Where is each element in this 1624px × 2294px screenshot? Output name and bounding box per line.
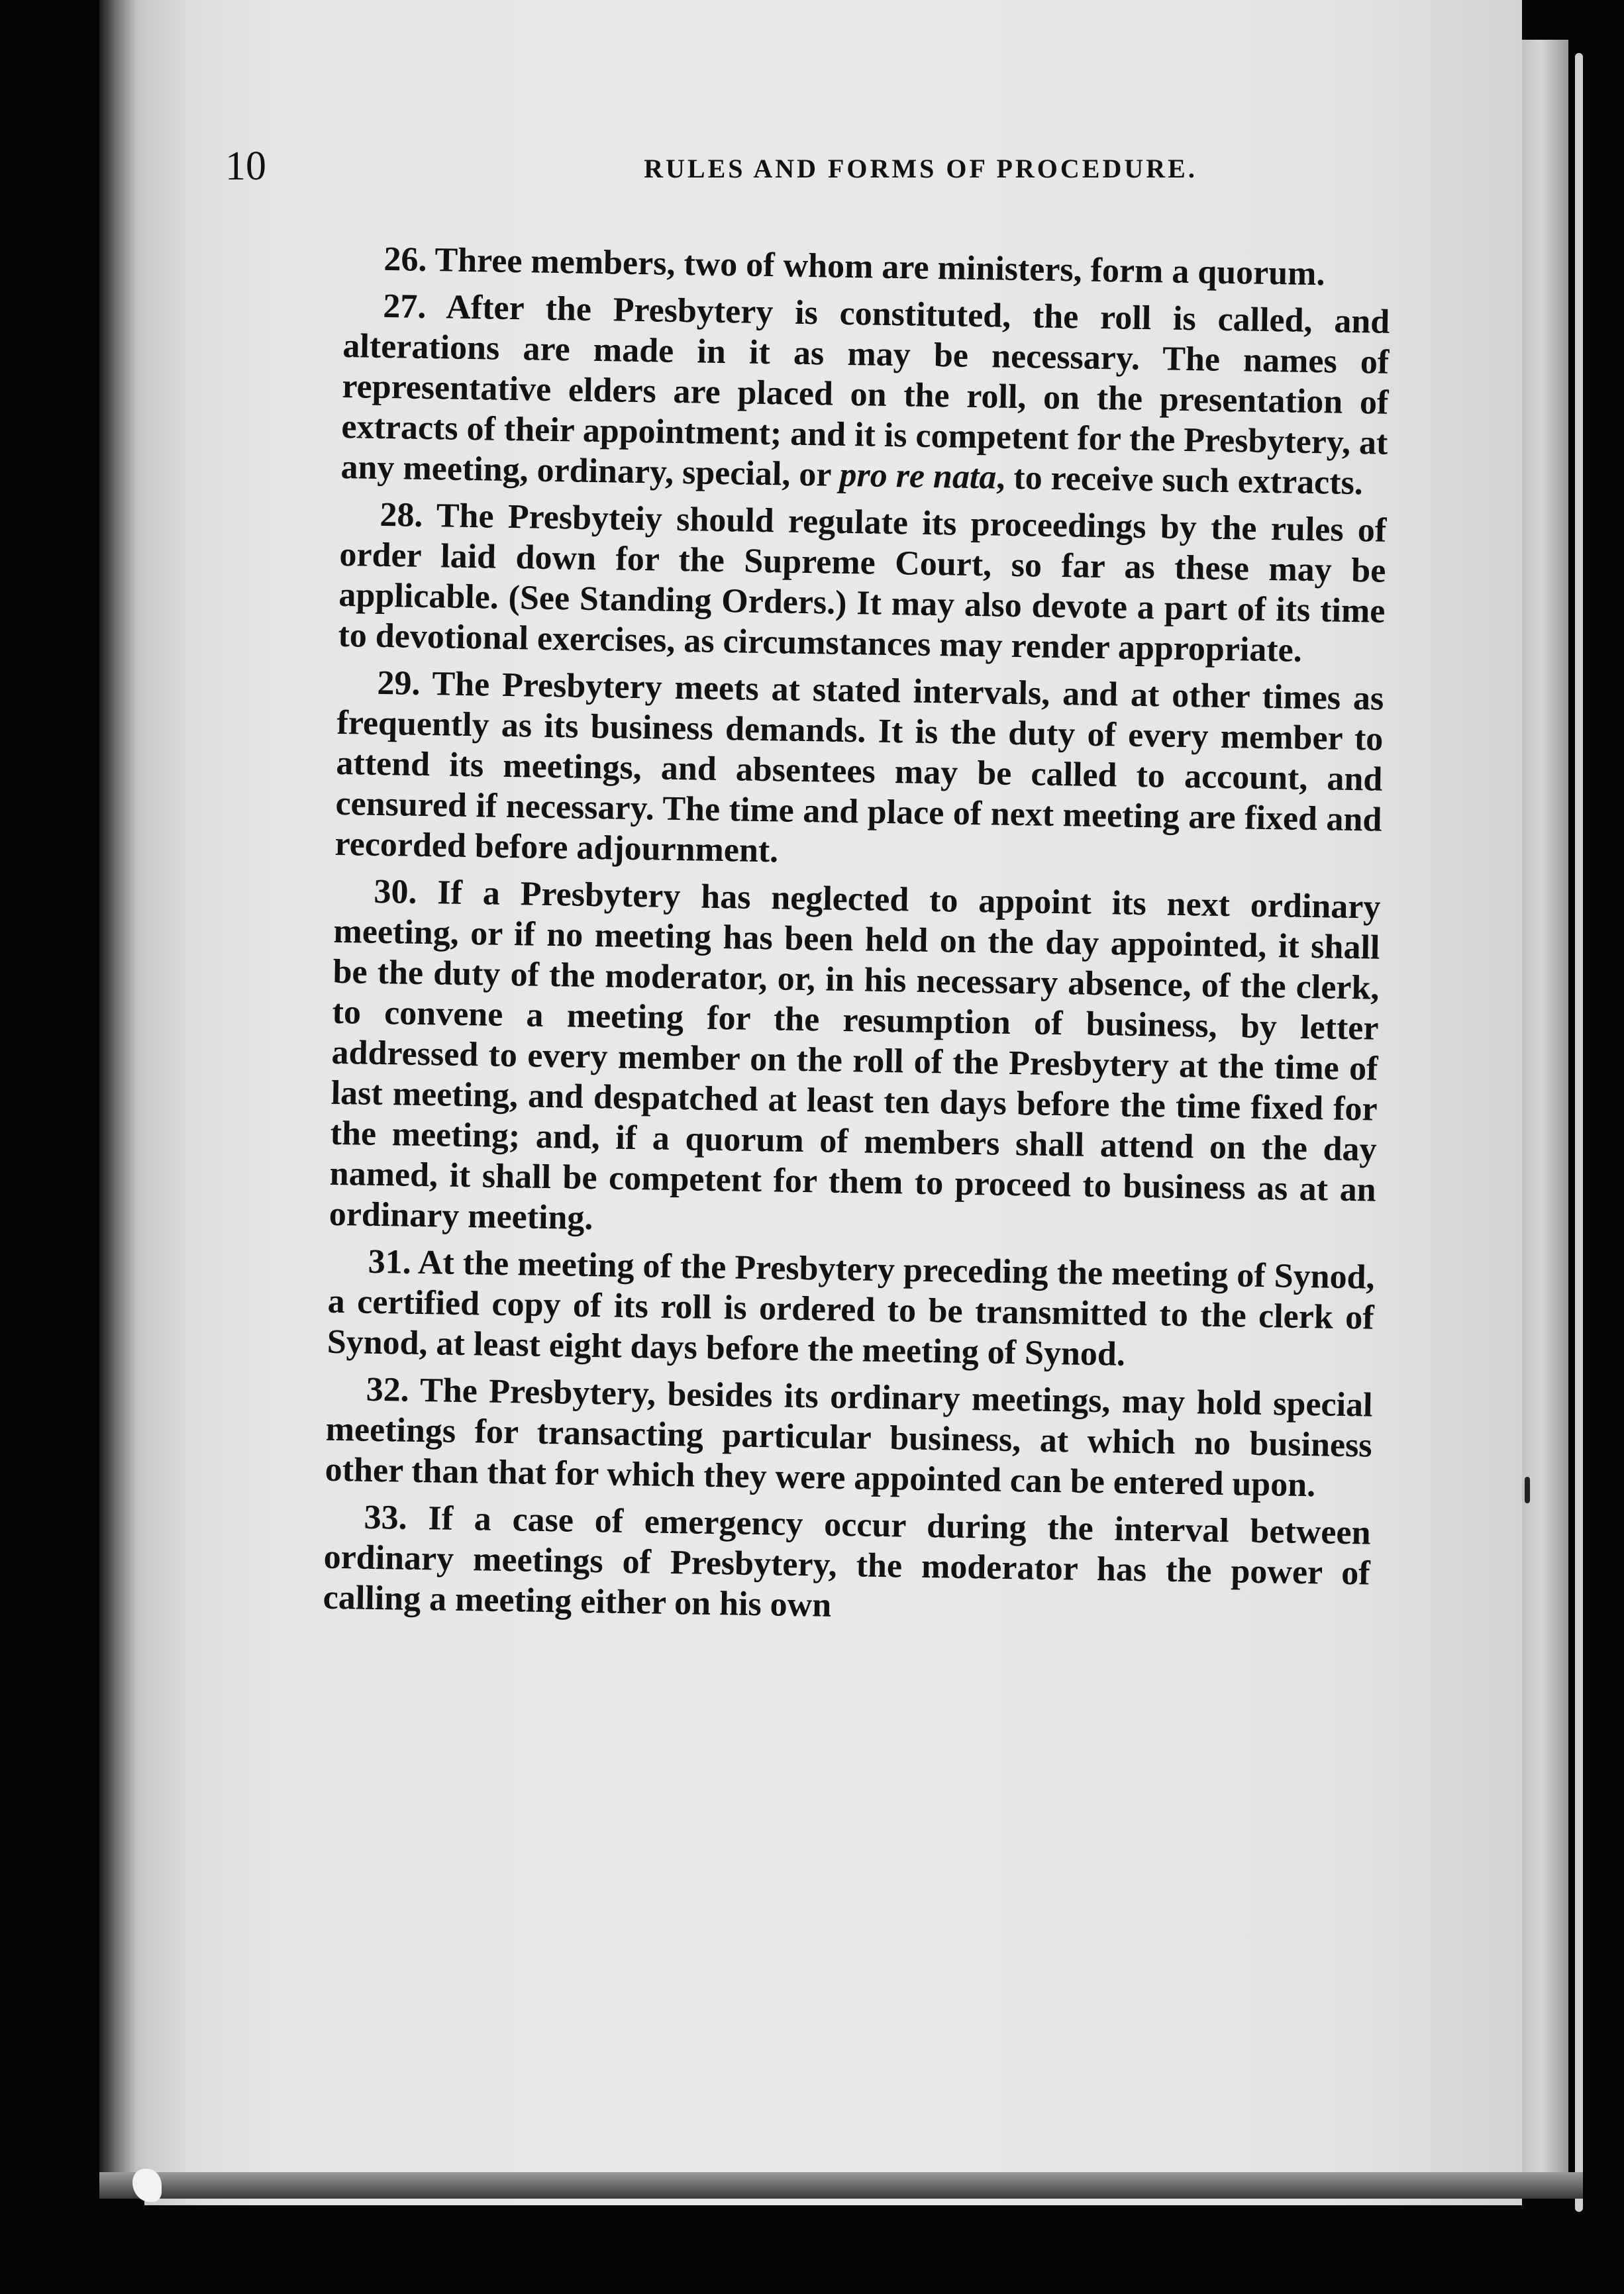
paragraph-number: 30. [374, 872, 417, 911]
italic-phrase: pro re nata [839, 456, 997, 497]
binding-line [1575, 53, 1583, 2212]
paragraph-28 [338, 494, 1387, 672]
paragraph-text: Three members, two of whom are ministers, form a quorum. [434, 241, 1325, 293]
paragraph-text: If a Presbytery has neglected to appoint its next ordinary meeting, or if no meeting has been held on the day appointed, it shall be the duty of the moderator, or, in his necessary absence, of the clerk, to convene a meeting for the resumption of business, by letter addressed to every member on the roll of the Presbytery at the time of last meeting, and despatched at least ten days before the time fixed for the meeting; and, if a quorum of members shall attend on the day named, it shall be competent for them to proceed to business as at an ordinary meeting. [329, 873, 1381, 1238]
paragraph-text: After the Presbytery is constituted, the roll is called, and alterations are made in it as may be necessary. The names of representative elders are placed on the roll, on the presentation of extracts of their appointment; and it is competent for the Presbytery, at any meeting, ordinary, special, or [340, 288, 1390, 494]
page-header [225, 146, 1404, 205]
paragraph-27 [340, 285, 1390, 504]
paragraph-number: 31. [368, 1242, 412, 1281]
paragraph-number: 28. [380, 495, 423, 534]
paragraph-33 [323, 1497, 1371, 1634]
paragraph-text: The Presbyteiy should regulate its proceedings by the rules of order laid down for the Supreme Court, so far as these may be applicable. (See Standing Orders.) It may also devote a part of its time to devotional exercises, as circumstances may render appropriate. [338, 497, 1387, 670]
paragraph-30 [329, 871, 1380, 1251]
adjacent-page-edge [1522, 40, 1568, 2172]
paragraph-text: The Presbytery meets at stated intervals, and at other times as frequently as its business demands. It is the duty of every member to attend its meetings, and absentees may be called to account, and censured if necessary. The time and place of next meeting are fixed and recorded before adjournment. [334, 665, 1384, 870]
paragraph-text-end: , to receive such extracts. [995, 458, 1364, 503]
page-left-edge [99, 0, 144, 2179]
paragraph-29 [334, 662, 1384, 881]
paragraph-number: 27. [382, 287, 427, 326]
paragraph-number: 32. [366, 1370, 410, 1409]
paragraph-text: At the meeting of the Presbytery preceding the meeting of Synod, a certified copy of its roll is ordered to be transmitted to the clerk of Synod, at least eight days before the meeting of Synod. [327, 1243, 1375, 1373]
paragraph-32 [325, 1369, 1373, 1507]
margin-mark [1525, 1477, 1530, 1503]
paragraph-31 [327, 1241, 1375, 1379]
paragraph-number: 29. [377, 664, 421, 703]
paragraph-number: 33. [364, 1498, 408, 1537]
paragraph-number: 26. [383, 240, 427, 279]
page-bottom-shadow [99, 2172, 1583, 2199]
page-body [323, 238, 1391, 1641]
page-number: 10 [225, 144, 266, 189]
paragraph-text: If a case of emergency occur during the interval between ordinary meetings of Presbytery, the moderator has the power of calling a meeting either on his own [323, 1499, 1371, 1624]
paragraph-text: The Presbytery, besides its ordinary meetings, may hold special meetings for transacting particular business, at which no business other than that for which they were appointed can be entered upon. [325, 1371, 1373, 1505]
running-head: RULES AND FORMS OF PROCEDURE. [644, 154, 1197, 183]
